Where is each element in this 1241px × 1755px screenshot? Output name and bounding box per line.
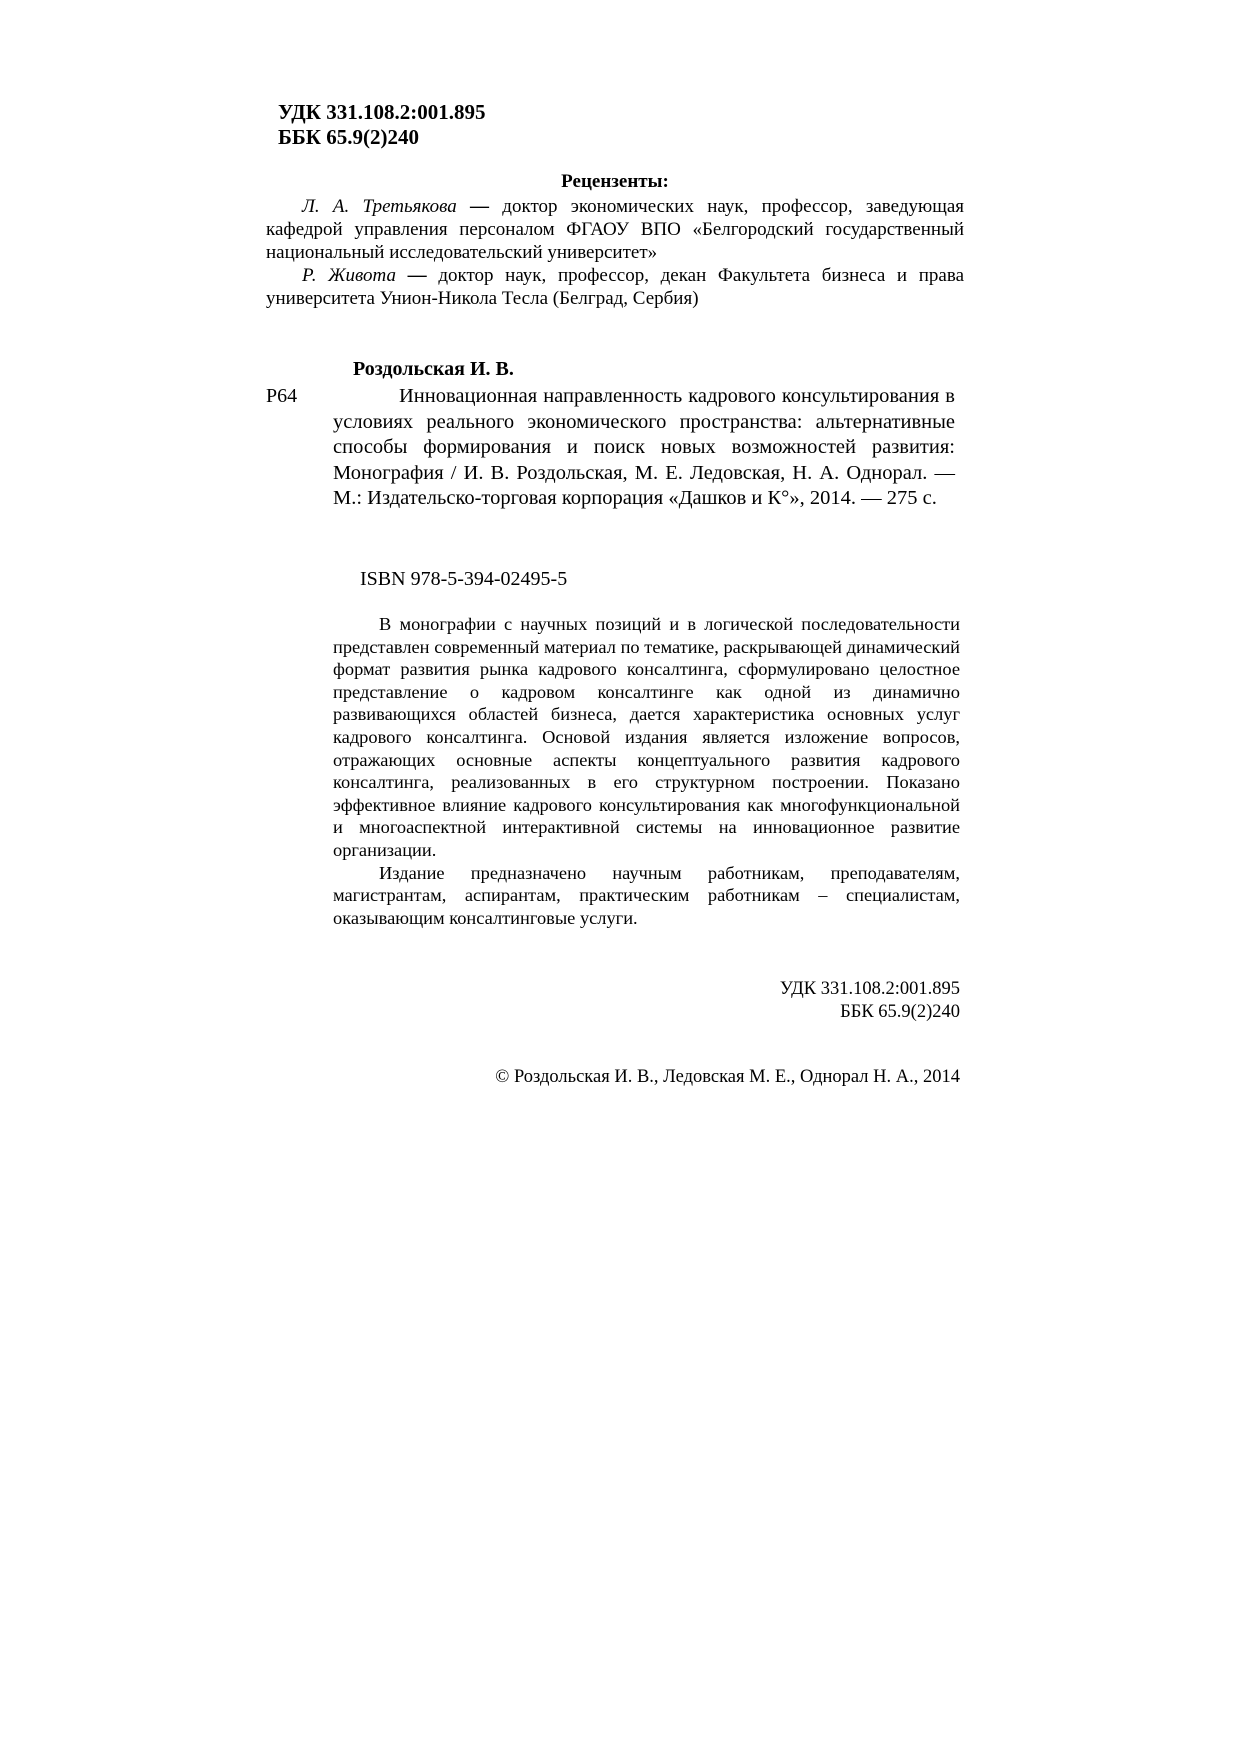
bbk-code: ББК 65.9(2)240 [278, 125, 419, 149]
author-mark: Р64 [266, 385, 298, 407]
reviewer-description: доктор наук, профессор, декан Факультета бизнеса и права университета Унион-Никола Тесла (Белград, Сербия) [266, 265, 965, 309]
bibliographic-description: Инновационная направленность кадрового консультирования в условиях реального экономического пространства: альтернативные способы формирования и поиск новых возможностей развития: Монография / И. В. Роздольская, М. Е. Ледовская, Н. А. Однорал. — М.: Издательско-торговая корпорация «Дашков и К°», 2014. — 275 с. [333, 385, 955, 510]
classification-header [278, 100, 485, 150]
reviewer-dash: — [470, 196, 490, 217]
reviewer-dash: — [407, 265, 427, 286]
author-heading: Роздольская И. В. [353, 358, 514, 380]
copyright-notice: © Роздольская И. В., Ледовская М. Е., Однорал Н. А., 2014 [495, 1067, 960, 1087]
abstract [333, 613, 960, 929]
reviewer-entry [266, 195, 964, 264]
abstract-paragraph: В монографии с научных позиций и в логической последовательности представлен современный материал по тематике, раскрывающей динамический формат развития рынка кадрового консалтинга, сформулировано целостное представление о кадровом консалтинге как одной из динамично развивающихся областей бизнеса, дается характеристика основных услуг кадрового консалтинга. Основой издания является изложение вопросов, отражающих основные аспекты концептуального развития кадрового консалтинга, реализованных в его структурном построении. Показано эффективное влияние кадрового консультирования как многофункциональной и многоаспектной интерактивной системы на инновационное развитие организации. [333, 614, 960, 860]
abstract-paragraph: Издание предназначено научным работникам, преподавателям, магистрантам, аспирантам, практическим работникам – специалистам, оказывающим консалтинговые услуги. [333, 862, 960, 928]
classification-footer [700, 978, 960, 1024]
udk-code: УДК 331.108.2:001.895 [278, 100, 486, 124]
bbk-code-footer: ББК 65.9(2)240 [840, 1002, 960, 1022]
reviewer-entry [266, 264, 964, 310]
reviewer-description: доктор экономических наук, профессор, заведующая кафедрой управления персоналом ФГАОУ ВПО «Белгородский государственный национальный исследовательский университет» [266, 196, 965, 263]
isbn: ISBN 978-5-394-02495-5 [360, 568, 568, 590]
udk-code-footer: УДК 331.108.2:001.895 [779, 979, 960, 999]
reviewers-title: Рецензенты: [561, 171, 669, 192]
reviewers-section [266, 170, 964, 310]
reviewer-name: Р. Живота [302, 265, 396, 286]
reviewer-name: Л. А. Третьякова [302, 196, 457, 217]
